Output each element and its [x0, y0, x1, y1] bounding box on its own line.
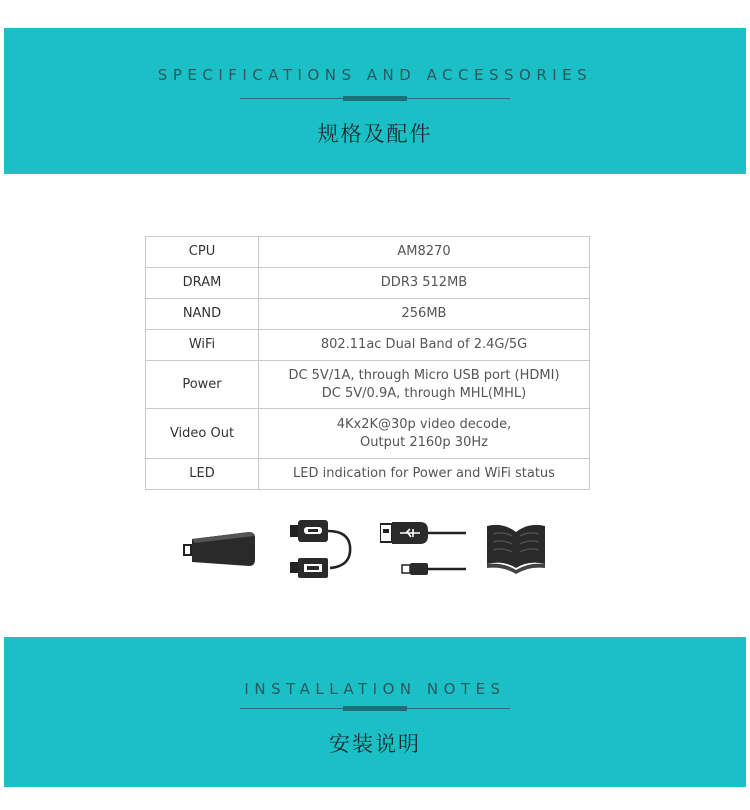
spec-value — [259, 361, 590, 409]
table-row — [146, 459, 590, 490]
specs-banner — [4, 28, 746, 174]
spec-label: WiFi — [146, 330, 259, 361]
install-banner — [4, 637, 746, 787]
hdmi-dongle-icon — [183, 518, 257, 578]
spec-value: 256MB — [259, 299, 590, 330]
spec-value: DDR3 512MB — [259, 268, 590, 299]
spec-table — [145, 236, 590, 490]
spec-value-line: DC 5V/1A, through Micro USB port (HDMI) — [288, 367, 560, 383]
spec-label: DRAM — [146, 268, 259, 299]
manual-book-icon — [485, 518, 547, 574]
spec-value: 802.11ac Dual Band of 2.4G/5G — [259, 330, 590, 361]
specs-title-zh: 规格及配件 — [317, 122, 433, 146]
spec-value-line: Output 2160p 30Hz — [360, 434, 488, 450]
table-row — [146, 409, 590, 459]
spec-value: AM8270 — [259, 237, 590, 268]
table-row — [146, 361, 590, 409]
table-row — [146, 330, 590, 361]
spec-value-line: 4Kx2K@30p video decode, — [336, 416, 512, 432]
specs-divider — [240, 98, 510, 99]
table-row — [146, 237, 590, 268]
spec-label: NAND — [146, 299, 259, 330]
spec-label: LED — [146, 459, 259, 490]
table-row — [146, 268, 590, 299]
install-title-zh: 安装说明 — [329, 732, 421, 756]
install-title-en: INSTALLATION NOTES — [244, 680, 506, 698]
usb-cable-icon — [380, 518, 466, 580]
spec-value — [259, 409, 590, 459]
specs-title-en: SPECIFICATIONS AND ACCESSORIES — [157, 66, 593, 84]
install-divider — [240, 708, 510, 709]
spec-label: CPU — [146, 237, 259, 268]
table-row — [146, 299, 590, 330]
spec-label: Power — [146, 361, 259, 409]
spec-value-line: DC 5V/0.9A, through MHL(MHL) — [321, 385, 527, 401]
spec-label: Video Out — [146, 409, 259, 459]
mhl-adapter-cable-icon — [290, 518, 362, 582]
spec-value: LED indication for Power and WiFi status — [259, 459, 590, 490]
